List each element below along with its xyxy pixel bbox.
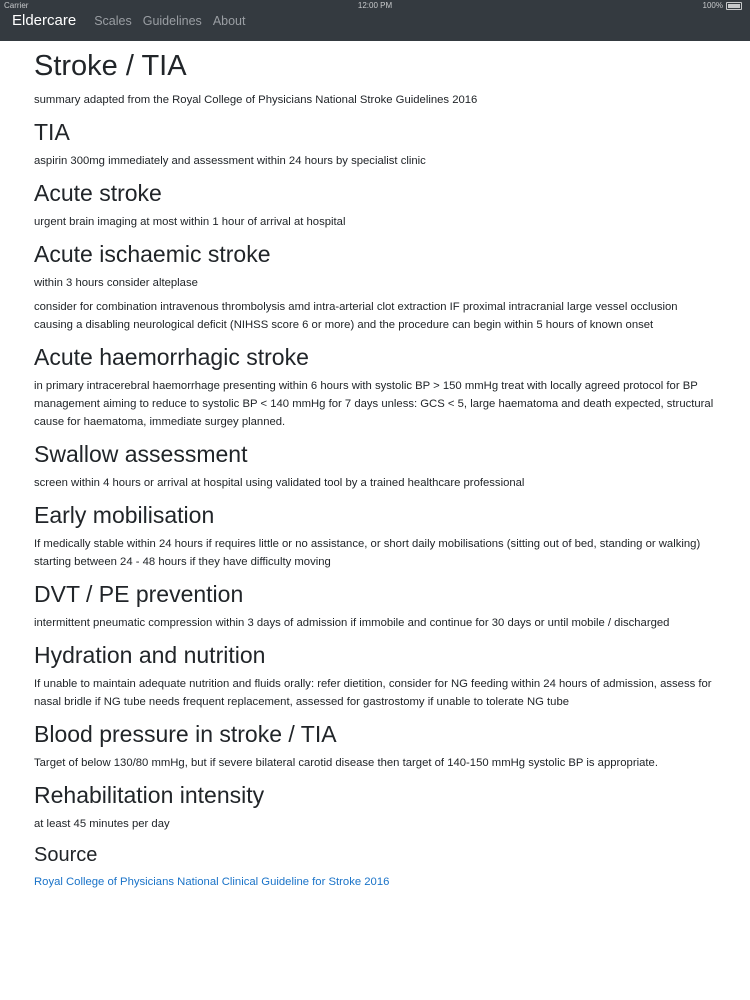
section-text: within 3 hours consider alteplase	[34, 277, 198, 289]
navbar	[0, 0, 750, 41]
battery-indicator	[703, 1, 742, 10]
battery-icon	[726, 2, 742, 10]
source-heading: Source	[34, 844, 98, 866]
section-text: urgent brain imaging at most within 1 hour of arrival at hospital	[34, 216, 346, 228]
section-text: in primary intracerebral haemorrhage presenting within 6 hours with systolic BP > 150 mmHg treat with locally agreed protocol for BP management aiming to reduce to systolic BP < 140 mmHg for 7 days unless: GCS < 5, large haematoma and death expected, structural cause for haematoma, immediate surgey planned.	[34, 380, 714, 428]
section-rehabilitation-intensity	[34, 782, 714, 833]
section-hydration-nutrition	[34, 642, 714, 711]
section-swallow-assessment	[34, 441, 714, 492]
section-heading: Acute stroke	[34, 180, 162, 206]
source-link[interactable]: Royal College of Physicians National Clinical Guideline for Stroke 2016	[34, 876, 390, 888]
section-heading: Blood pressure in stroke / TIA	[34, 721, 337, 747]
section-heading: Acute ischaemic stroke	[34, 241, 271, 267]
section-text: aspirin 300mg immediately and assessment within 24 hours by specialist clinic	[34, 155, 426, 167]
nav-link-scales[interactable]: Scales	[94, 14, 132, 28]
brand-link[interactable]: Eldercare	[12, 12, 77, 29]
section-text: intermittent pneumatic compression within 3 days of admission if immobile and continue for 30 days or until mobile / discharged	[34, 617, 670, 629]
section-text: Target of below 130/80 mmHg, but if severe bilateral carotid disease then target of 140-150 mmHg systolic BP is appropriate.	[34, 757, 658, 769]
section-tia	[34, 119, 714, 170]
section-dvt-pe-prevention	[34, 581, 714, 632]
section-early-mobilisation	[34, 502, 714, 571]
section-heading: Hydration and nutrition	[34, 642, 266, 668]
section-blood-pressure	[34, 721, 714, 772]
main-content	[0, 41, 750, 891]
section-acute-ischaemic-stroke	[34, 241, 714, 334]
section-text: consider for combination intravenous thrombolysis amd intra-arterial clot extraction IF proximal intracranial large vessel occlusion causing a disabling neurological deficit (NIHSS score 6 or more) and the procedure can begin within 5 hours of known onset	[34, 301, 678, 331]
nav-link-about[interactable]: About	[212, 14, 246, 28]
carrier-label: Carrier	[4, 1, 29, 10]
section-source	[34, 843, 714, 891]
section-acute-stroke	[34, 180, 714, 231]
nav-menu	[12, 12, 256, 29]
section-heading: Early mobilisation	[34, 502, 215, 528]
section-text: screen within 4 hours or arrival at hospital using validated tool by a trained healthcare professional	[34, 477, 525, 489]
status-time: 12:00 PM	[357, 1, 393, 10]
nav-link-guidelines[interactable]: Guidelines	[142, 14, 202, 28]
section-heading: TIA	[34, 119, 70, 145]
status-bar	[0, 0, 750, 11]
section-heading: Rehabilitation intensity	[34, 782, 265, 808]
section-text: at least 45 minutes per day	[34, 818, 170, 830]
page-title: Stroke / TIA	[34, 50, 187, 82]
section-heading: Swallow assessment	[34, 441, 248, 467]
section-text: If unable to maintain adequate nutrition and fluids orally: refer dietition, consider for NG feeding within 24 hours of admission, assess for nasal bridle if NG tube needs frequent replacement, assessed for gastrostomy if unable to tolerate NG tube	[34, 678, 712, 708]
page-subtitle: summary adapted from the Royal College of Physicians National Stroke Guidelines 2016	[34, 94, 478, 106]
section-acute-haemorrhagic-stroke	[34, 344, 714, 431]
section-heading: DVT / PE prevention	[34, 581, 244, 607]
battery-percent: 100%	[702, 1, 723, 10]
section-text: If medically stable within 24 hours if requires little or no assistance, or short daily mobilisations (sitting out of bed, standing or walking) starting between 24 - 48 hours if they have difficulty moving	[34, 538, 701, 568]
section-heading: Acute haemorrhagic stroke	[34, 344, 309, 370]
